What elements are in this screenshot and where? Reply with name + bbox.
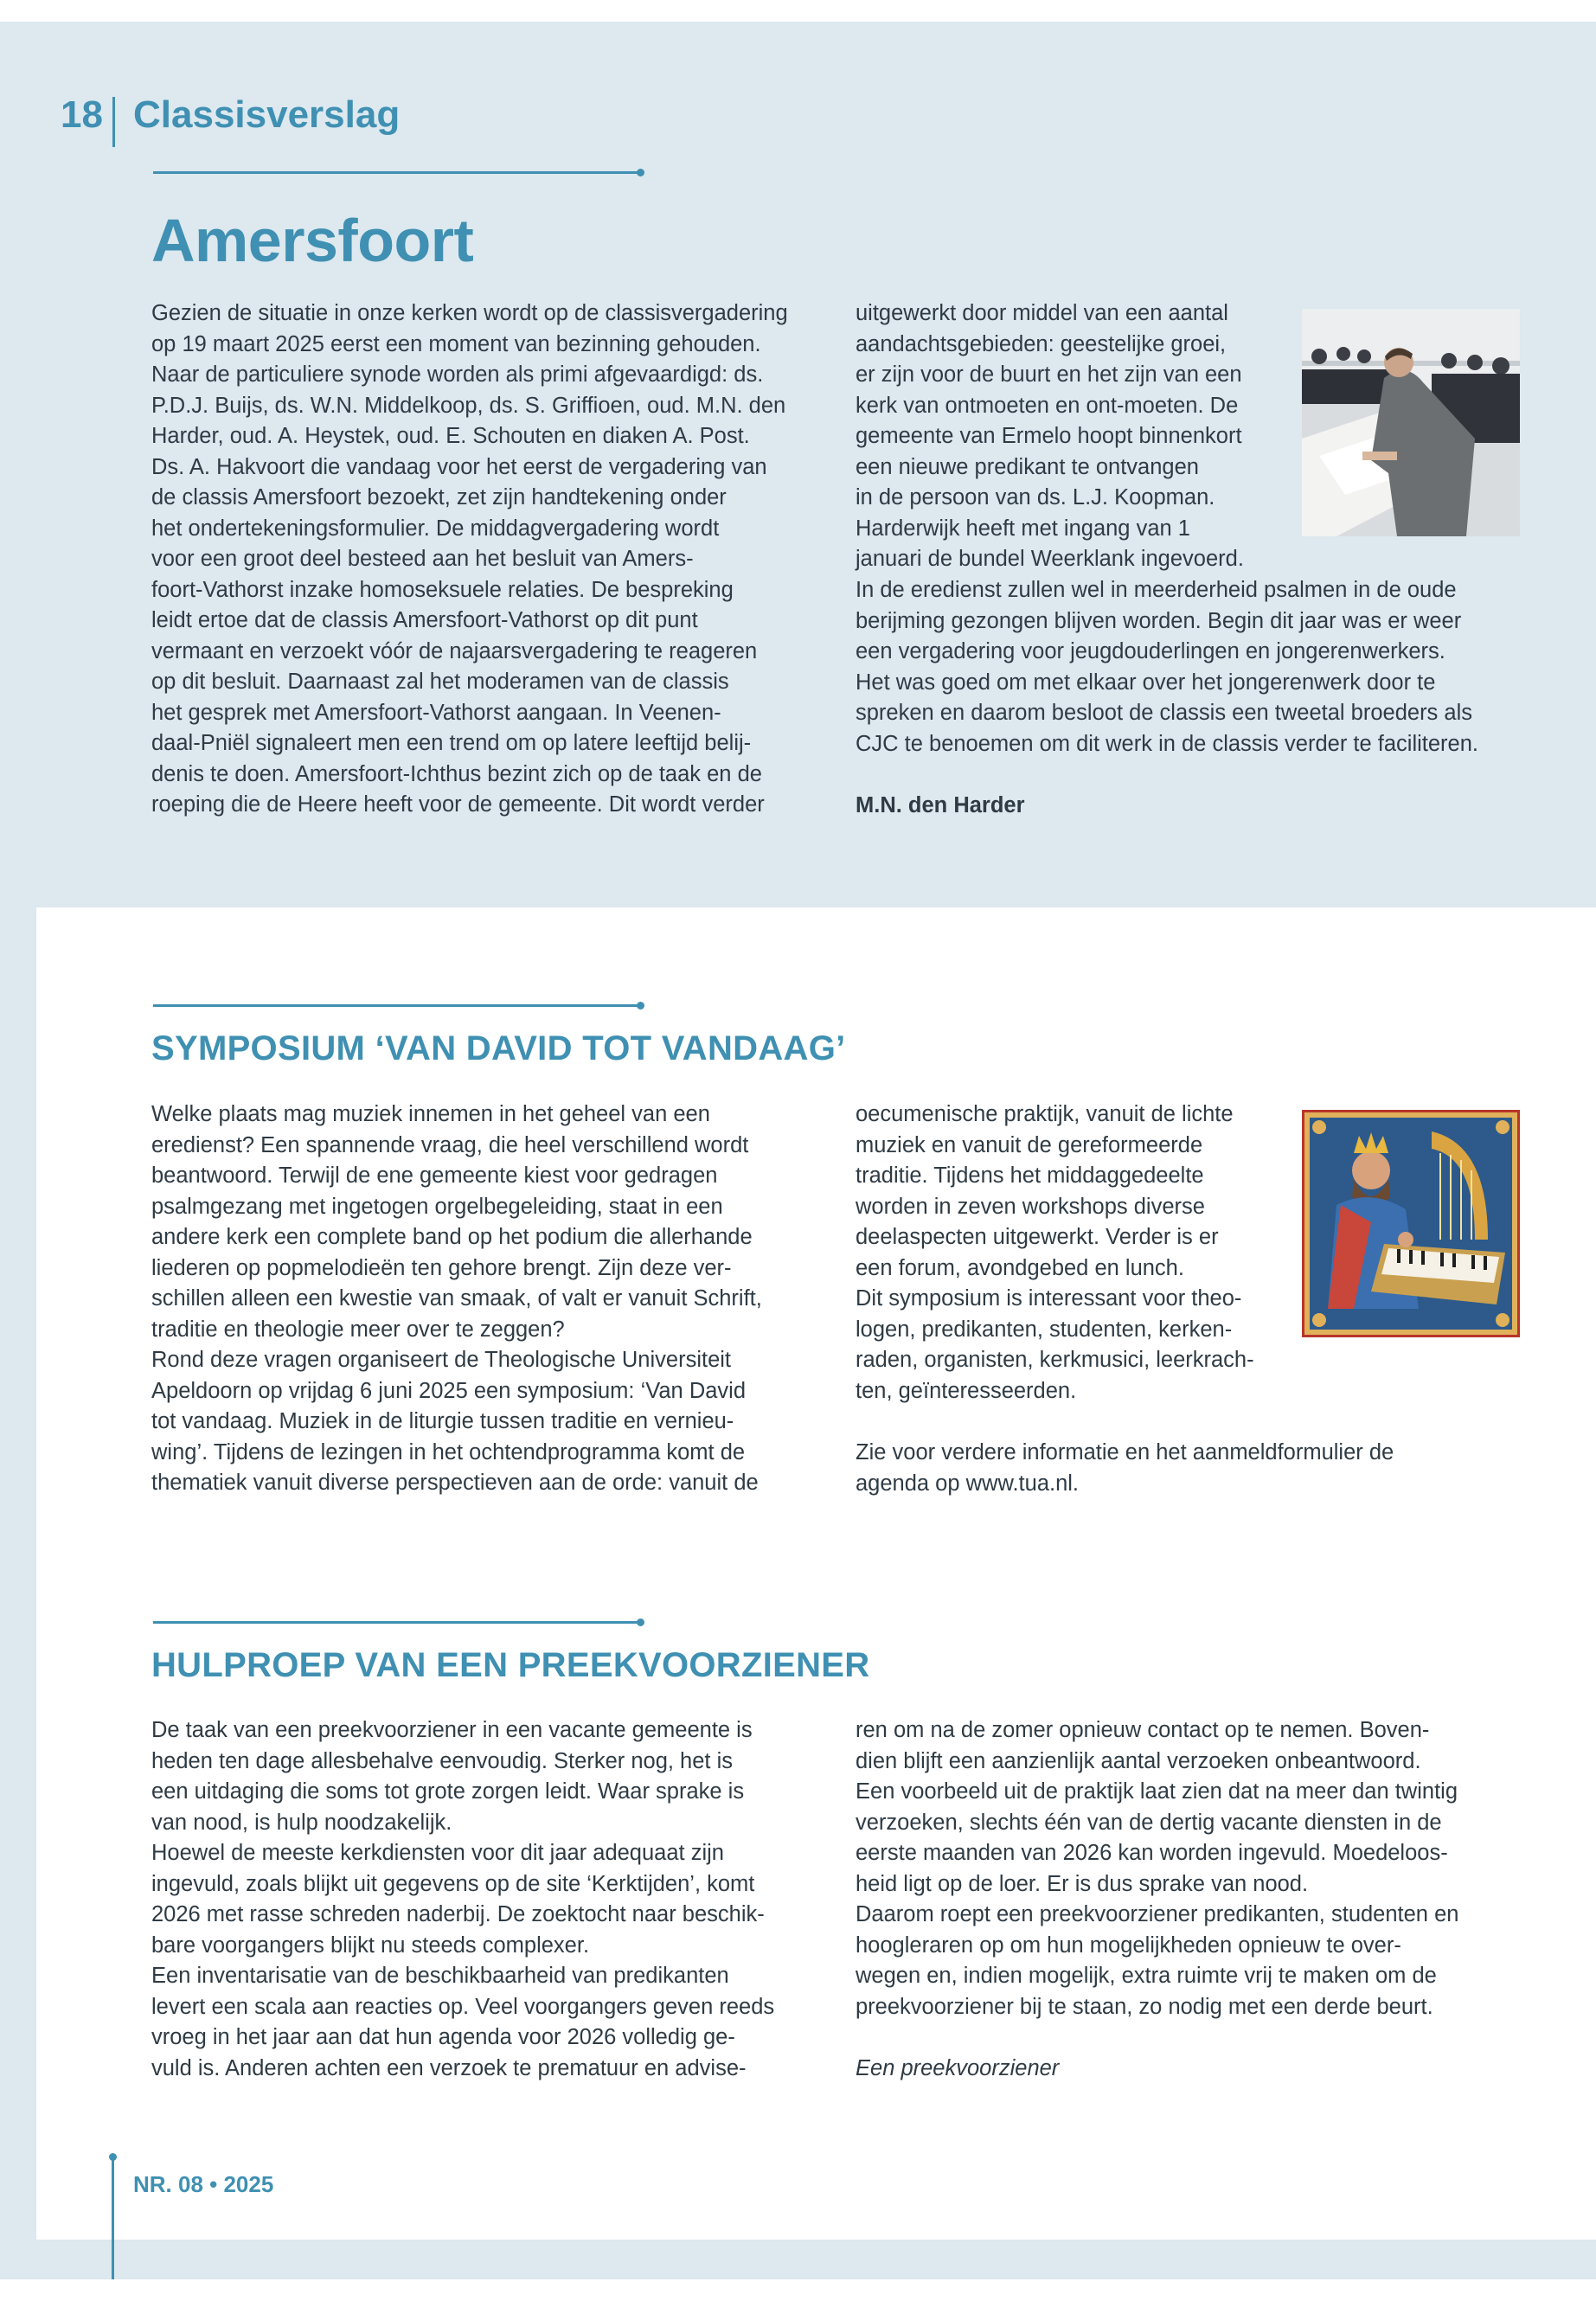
article-column-2: oecumenische praktijk, vanuit de lichte muziek en vanuit de gereformeerde traditie. Tijdens het middaggedeelte worden in zeven workshops diverse deelaspecten uitgewerkt. Verder is er een forum, avondgebed en lunch. Dit symposium is interessant voor theo- logen, predikanten, studenten, kerken- raden, organisten, kerkmusici, leerkrach- ten, geïnteresseerden. xyxy=(856,1102,1254,1403)
article-title: HULPROEP VAN EEN PREEKVOORZIENER xyxy=(151,1646,870,1684)
article-column-2-bottom: In de eredienst zullen wel in meerderheid psalmen in de oude berijming gezongen blijven worden. Begin dit jaar was er weer een vergadering voor jeugdouderlingen en jongerenwerkers. Het was goed om met elkaar over het jongerenwerk door te spreken en daarom besloot de classis een tweetal broeders als CJC te benoemen om dit werk in de classis verder te faciliteren. xyxy=(856,578,1478,756)
article-column-1: Welke plaats mag muziek innemen in het geheel van een eredienst? Een spannende vraag, die heel verschillend wordt beantwoord. Terwijl de ene gemeente kiest voor gedragen psalmgezang met ingetogen orgelbegeleiding, staat in een andere kerk een complete band op het podium die allerhande liederen op popmelodieën ten gehore brengt. Zijn deze ver- schillen alleen een kwestie van smaak, of valt er vanuit Schrift, traditie en theologie meer over te zeggen? Rond deze vragen organiseert de Theologische Universiteit Apeldoorn op vrijdag 6 juni 2025 een symposium: ‘Van David tot vandaag. Muziek in de liturgie tussen traditie en vernieu- wing’. Tijdens de lezingen in het ochtendprogramma komt de thematiek vanuit diverse perspectieven aan de orde: vanuit de xyxy=(151,1102,762,1495)
issue-number: NR. 08 • 2025 xyxy=(133,2171,274,2197)
meeting-photo xyxy=(1302,309,1520,536)
david-harp-illustration xyxy=(1302,1110,1520,1337)
header-divider xyxy=(112,97,115,147)
article-author: Een preekvoorziener xyxy=(856,2056,1060,2080)
title-rule xyxy=(153,1004,641,1007)
article-column-1: Gezien de situatie in onze kerken wordt op de classisvergadering op 19 maart 2025 eerst een moment van bezinning gehouden. Naar de particuliere synode worden als primi afgevaardigd: ds. P.D.J. Buijs, ds. W.N. Middelkoop, ds. S. Griffioen, oud. M.N. den Harder, oud. A. Heystek, oud. E. Schouten en diaken A. Post. Ds. A. Hakvoort die vandaag voor het eerst de vergadering van de classis Amersfoort bezoekt, zet zijn handtekening onder het ondertekeningsformulier. De middagvergadering wordt voor een groot deel besteed aan het besluit van Amers- foort-Vathorst inzake homoseksuele relaties. De bespreking leidt ertoe dat de classis Amersfoort-Vathorst op dit punt vermaant en verzoekt vóór de najaarsvergadering te reageren op dit besluit. Daarnaast zal het moderamen van de classis het gesprek met Amersfoort-Vathorst aangaan. In Veenen- daal-Pniël signaleert men een trend om op latere leeftijd belij- denis te doen. Amersfoort-Ichthus bezint zich op de taak en de roeping die de Heere heeft voor de gemeente. Dit wordt verder xyxy=(151,301,788,817)
article-info: Zie voor verdere informatie en het aanmeldformulier de agenda op www.tua.nl. xyxy=(856,1440,1394,1496)
title-rule xyxy=(153,171,641,174)
footer-line xyxy=(112,2158,114,2279)
article-column-1: De taak van een preekvoorziener in een vacante gemeente is heden ten dage allesbehalve eenvoudig. Sterker nog, het is een uitdaging die soms tot grote zorgen leidt. Waar sprake is van nood, is hulp noodzakelijk. Hoewel de meeste kerkdiensten voor dit jaar adequaat zijn ingevuld, zoals blijkt uit gegevens op de site ‘Kerktijden’, komt 2026 met rasse schreden naderbij. De zoektocht naar beschik- bare voorgangers blijkt nu steeds complexer. Een inventarisatie van de beschikbaarheid van predikanten levert een scala aan reacties op. Veel voorgangers geven reeds vroeg in het jaar aan dat hun agenda voor 2026 volledig ge- vuld is. Anderen achten een verzoek te prematuur en advise- xyxy=(151,1718,775,2080)
article-author: M.N. den Harder xyxy=(856,793,1025,817)
section-title: Classisverslag xyxy=(133,93,401,136)
article-column-2-top: uitgewerkt door middel van een aantal aandachtsgebieden: geestelijke groei, er zijn voor de buurt en het zijn van een kerk van ontmoeten en ont-moeten. De gemeente van Ermelo hoopt binnenkort een nieuwe predikant te ontvangen in de persoon van ds. L.J. Koopman. Harderwijk heeft met ingang van 1 januari de bundel Weerklank ingevoerd. xyxy=(856,301,1244,571)
page-number: 18 xyxy=(61,93,103,136)
article-title: Amersfoort xyxy=(151,207,474,274)
article-column-2: ren om na de zomer opnieuw contact op te nemen. Boven- dien blijft een aanzienlijk aantal verzoeken onbeantwoord. Een voorbeeld uit de praktijk laat zien dat na meer dan twintig verzoeken, slechts één van de dertig vacante diensten in de eerste maanden van 2026 kan worden ingevuld. Moedeloos- heid ligt op de loer. Er is dus sprake van nood. Daarom roept een preekvoorziener predikanten, studenten en hoogleraren op om hun mogelijkheden opnieuw te over- wegen en, indien mogelijk, extra ruimte vrij te maken om de preekvoorziener bij te staan, zo nodig met een derde beurt. xyxy=(856,1718,1459,2019)
title-rule xyxy=(153,1621,641,1624)
article-title: SYMPOSIUM ‘VAN DAVID TOT VANDAAG’ xyxy=(151,1029,846,1067)
